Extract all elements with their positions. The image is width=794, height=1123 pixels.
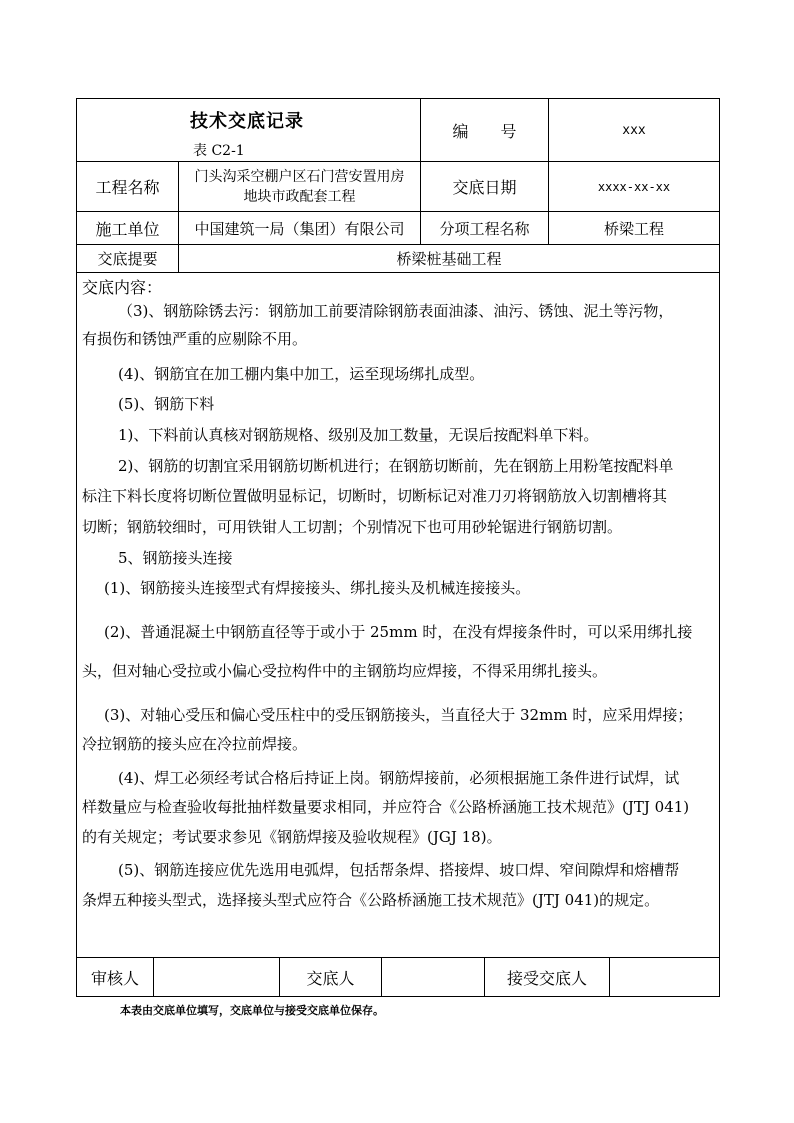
- summary-label: 交底提要: [97, 250, 158, 268]
- project-name-label: 工程名称: [95, 178, 160, 197]
- content-line: (4)、钢筋宜在加工棚内集中加工，运至现场绑扎成型。: [118, 365, 485, 383]
- number-label: 编 号: [452, 121, 517, 141]
- number-value: xxx: [622, 122, 646, 138]
- content-heading: 交底内容：: [82, 278, 163, 297]
- content-line: 的有关规定；考试要求参见《钢筋焊接及验收规程》(JGJ 18)。: [82, 828, 502, 846]
- project-name-line: 门头沟采空棚户区石门营安置用房: [194, 168, 405, 185]
- reviewer-label: 审核人: [90, 968, 139, 988]
- summary-value: 桥梁桩基础工程: [396, 250, 502, 268]
- content-line: 1)、下料前认真核对钢筋规格、级别及加工数量，无误后按配料单下料。: [118, 426, 599, 444]
- disclosure-date-label: 交底日期: [452, 178, 517, 197]
- footnote: 本表由交底单位填写，交底单位与接受交底单位保存。: [120, 1004, 384, 1017]
- content-line: 冷拉钢筋的接头应在冷拉前焊接。: [82, 735, 308, 753]
- reviewer-signature-field: [154, 958, 279, 996]
- content-line: 切断；钢筋较细时，可用铁钳人工切割；个别情况下也可用砂轮锯进行钢筋切割。: [82, 518, 623, 536]
- content-line: (2)、普通混凝土中钢筋直径等于或小于 25mm 时，在没有焊接条件时，可以采用绑扎接: [104, 623, 693, 641]
- border-bottom: [76, 996, 720, 997]
- sub-project-value: 桥梁工程: [603, 219, 664, 238]
- content-line: 2)、钢筋的切割宜采用钢筋切断机进行；在钢筋切断前，先在钢筋上用粉笔按配料单: [118, 457, 674, 475]
- form-code: 表 C2-1: [193, 143, 245, 159]
- discloser-signature-field: [382, 958, 484, 996]
- receiver-signature-field: [610, 958, 719, 996]
- content-line: 有损伤和锈蚀严重的应剔除不用。: [82, 330, 308, 348]
- sub-project-label: 分项工程名称: [439, 219, 530, 238]
- content-line: 头，但对轴心受拉或小偏心受拉构件中的主钢筋均应焊接，不得采用绑扎接头。: [82, 662, 608, 680]
- content-line: (5)、钢筋连接应优先选用电弧焊，包括帮条焊、搭接焊、坡口焊、窄间隙焊和熔槽帮: [118, 861, 680, 879]
- disclosure-date-value: xxxx-xx-xx: [597, 179, 671, 194]
- content-line: (1)、钢筋接头连接型式有焊接接头、绑扎接头及机械连接接头。: [104, 579, 531, 597]
- content-line: 条焊五种接头型式，选择接头型式应符合《公路桥涵施工技术规范》(JTJ 041)的规定。: [82, 891, 660, 909]
- project-name-line: 地块市政配套工程: [243, 188, 356, 205]
- content-line: 样数量应与检查验收每批抽样数量要求相同，并应符合《公路桥涵施工技术规范》(JTJ 041): [82, 798, 690, 816]
- row-divider: [76, 272, 720, 273]
- form-title: 技术交底记录: [190, 111, 304, 132]
- content-line: (3)、对轴心受压和偏心受压柱中的受压钢筋接头，当直径大于 32mm 时，应采用焊接；: [104, 706, 693, 724]
- content-line: （3)、钢筋除锈去污：钢筋加工前要清除钢筋表面油漆、油污、锈蚀、泥土等污物，: [118, 302, 674, 320]
- content-line: 标注下料长度将切断位置做明显标记，切断时，切断标记对准刀刃将钢筋放入切割槽将其: [82, 487, 668, 505]
- content-line: 5、钢筋接头连接: [118, 549, 233, 567]
- border-right: [719, 98, 720, 997]
- construction-unit-label: 施工单位: [95, 219, 160, 239]
- construction-unit-value: 中国建筑一局（集团）有限公司: [194, 219, 405, 238]
- project-name-value: [179, 162, 420, 211]
- content-line: (5)、钢筋下料: [118, 395, 215, 413]
- receiver-label: 接受交底人: [506, 968, 587, 988]
- discloser-label: 交底人: [306, 968, 355, 988]
- content-line: (4)、焊工必须经考试合格后持证上岗。钢筋焊接前，必须根据施工条件进行试焊，试: [118, 769, 680, 787]
